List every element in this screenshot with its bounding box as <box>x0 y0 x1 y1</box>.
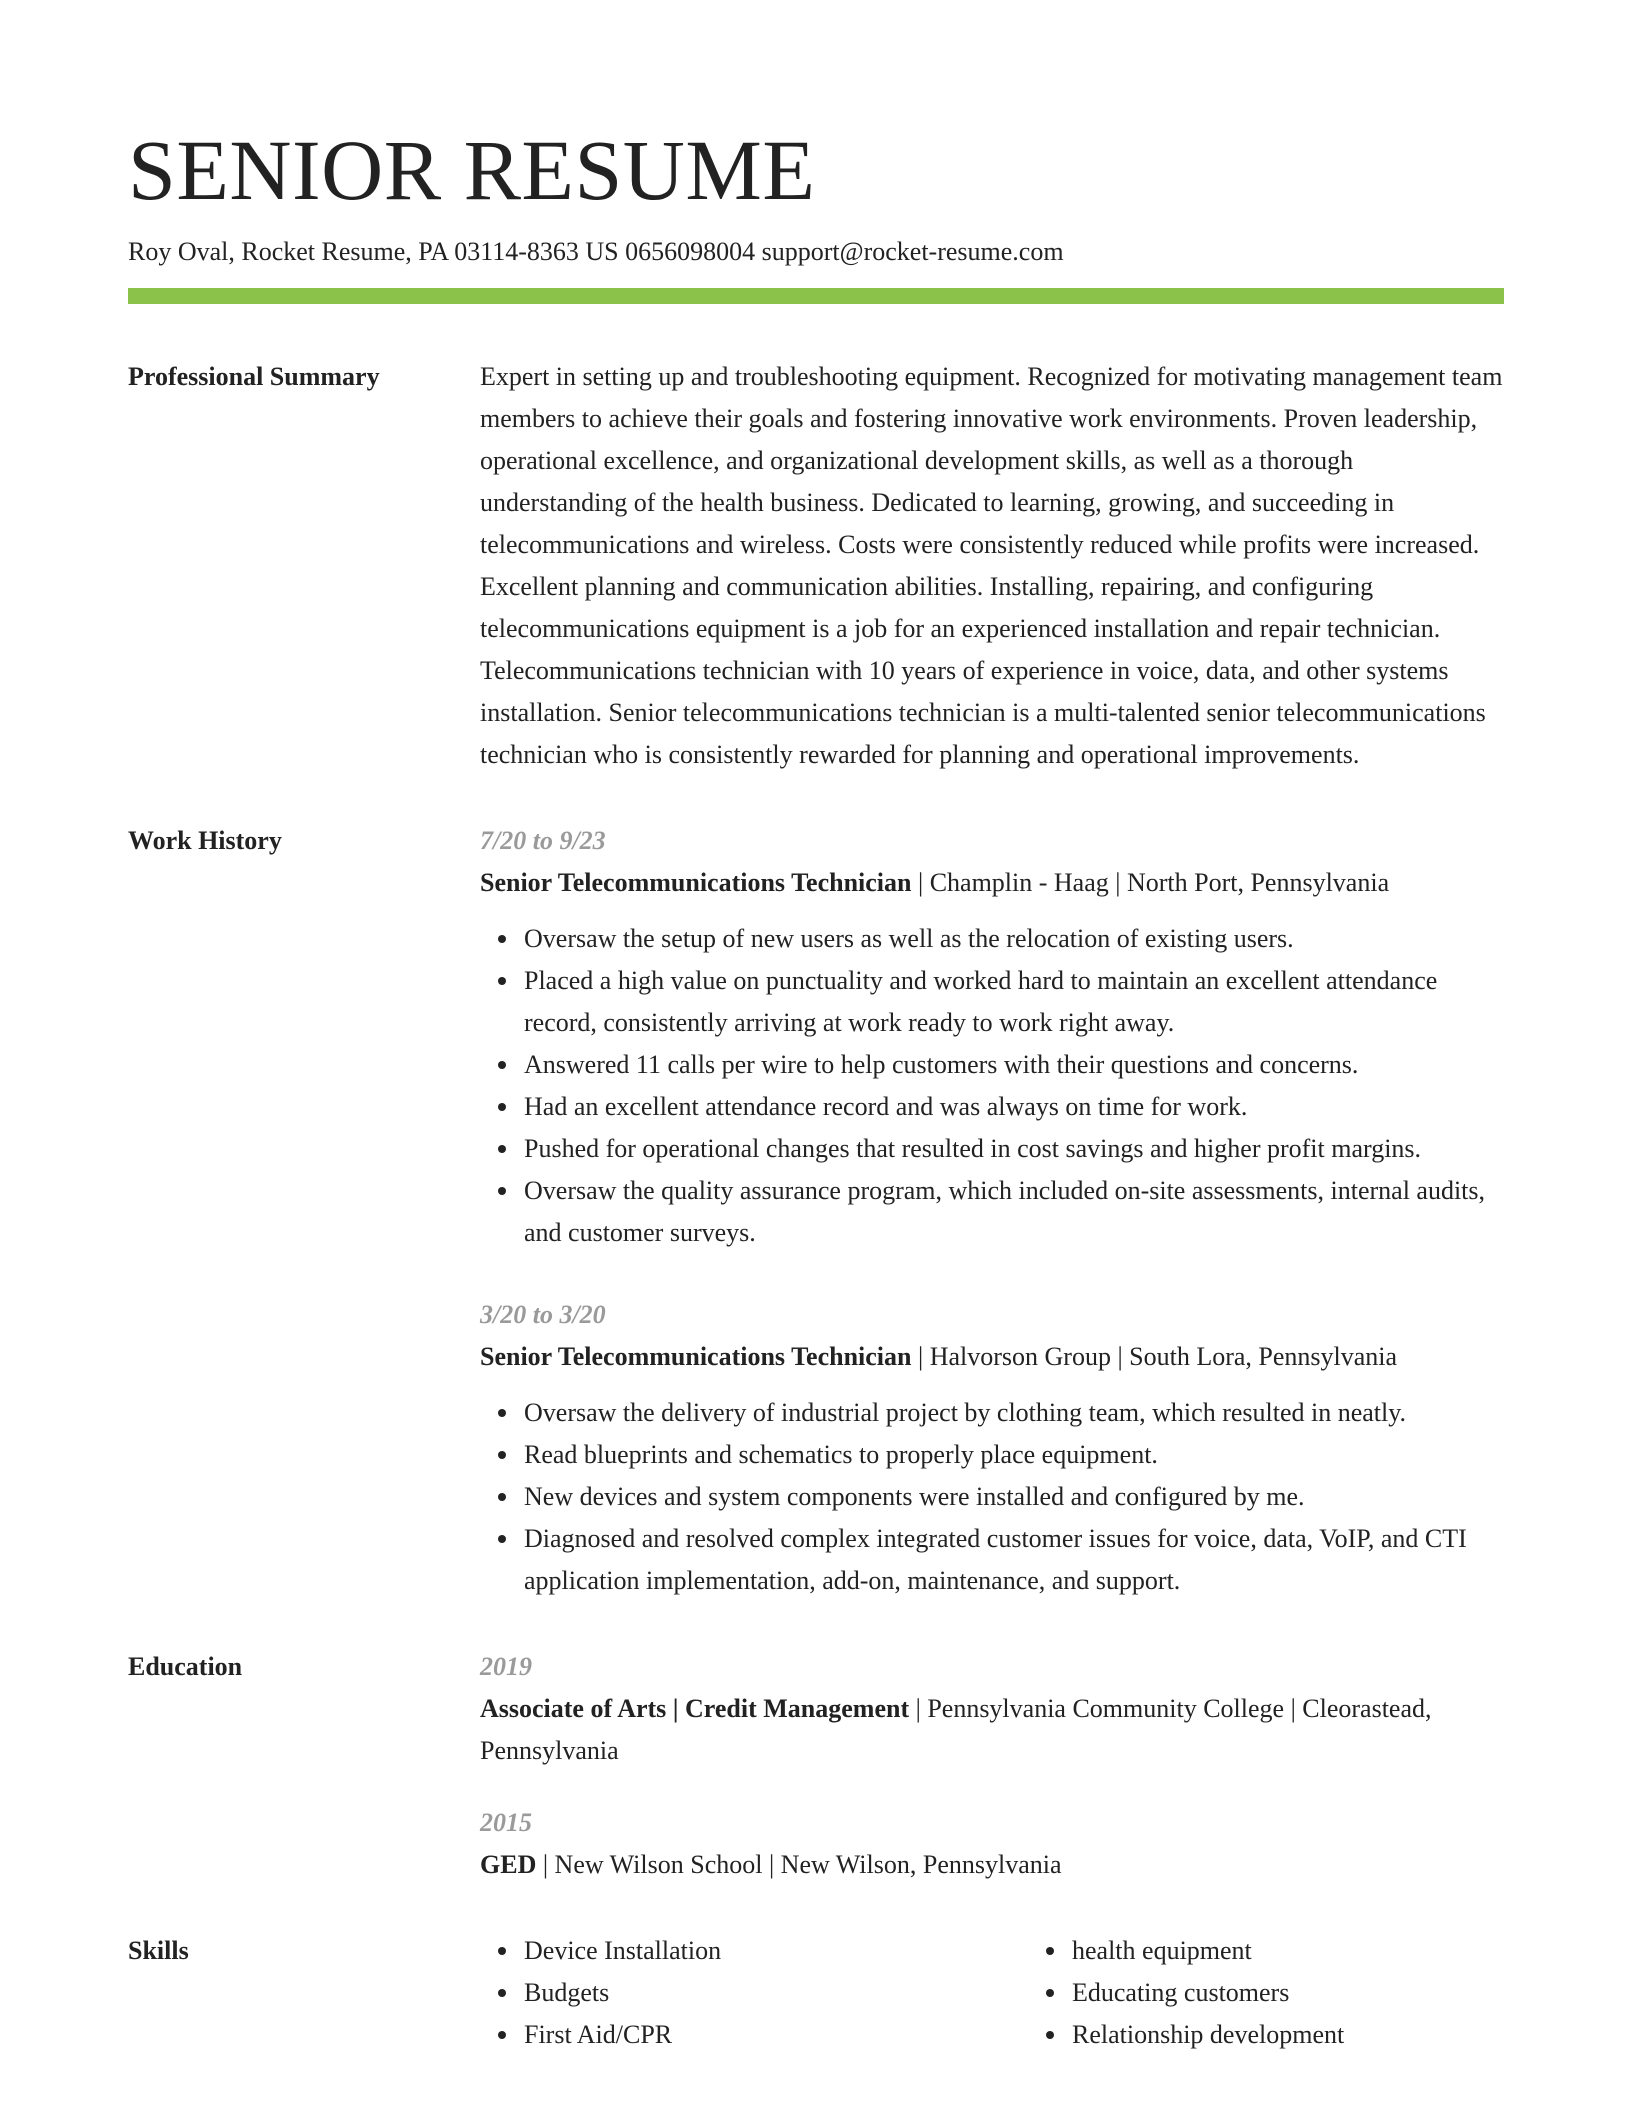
work-history-section <box>128 820 1504 1602</box>
job-title: Senior Telecommunications Technician <box>480 868 912 897</box>
skill-item: health equipment <box>1072 1930 1532 1972</box>
skill-item: Relationship development <box>1072 2014 1532 2056</box>
accent-divider <box>128 288 1504 304</box>
education-details: | Pennsylvania Community College | Cleorastead, Pennsylvania <box>480 1694 1432 1765</box>
summary-text: Expert in setting up and troubleshooting equipment. Recognized for motivating management team members to achieve their goals and fostering innovative work environments. Proven leadership, operational excellence, and organizational development skills, as well as a thorough understanding of the health business. Dedicated to learning, growing, and succeeding in telecommunications and wireless. Costs were consistently reduced while profits were increased. Excellent planning and communication abilities. Installing, repairing, and configuring telecommunications equipment is a job for an experienced installation and repair technician. Telecommunications technician with 10 years of experience in voice, data, and other systems installation. Senior telecommunications technician is a multi-talented senior telecommunications technician who is consistently rewarded for planning and operational improvements. <box>480 362 1503 769</box>
list-item: New devices and system components were installed and configured by me. <box>524 1476 1504 1518</box>
skills-grid <box>480 1930 1532 2056</box>
section-label-work-history: Work History <box>128 826 282 855</box>
skill-item: First Aid/CPR <box>524 2014 984 2056</box>
skills-body <box>480 1930 1532 2056</box>
education-body <box>480 1646 1504 1886</box>
education-date: 2015 <box>480 1808 532 1837</box>
education-heading <box>480 1688 1504 1772</box>
job-details: | Champlin - Haag | North Port, Pennsylvania <box>911 868 1390 897</box>
job-date: 3/20 to 3/20 <box>480 1300 606 1329</box>
summary-body <box>480 356 1504 776</box>
education-section <box>128 1646 1504 1886</box>
list-item: Oversaw the setup of new users as well as the relocation of existing users. <box>524 918 1504 960</box>
list-item: Answered 11 calls per wire to help customers with their questions and concerns. <box>524 1044 1504 1086</box>
section-label-summary: Professional Summary <box>128 362 380 391</box>
job-title: Senior Telecommunications Technician <box>480 1342 912 1371</box>
education-date: 2019 <box>480 1652 532 1681</box>
list-item: Diagnosed and resolved complex integrated customer issues for voice, data, VoIP, and CTI application implementation, add-on, maintenance, and support. <box>524 1518 1504 1602</box>
section-label-skills: Skills <box>128 1936 189 1965</box>
skills-column-2 <box>1028 1930 1532 2056</box>
degree-title: Associate of Arts | Credit Management <box>480 1694 910 1723</box>
job-date: 7/20 to 9/23 <box>480 826 606 855</box>
skills-column-1 <box>480 1930 984 2056</box>
list-item: Had an excellent attendance record and was always on time for work. <box>524 1086 1504 1128</box>
education-heading <box>480 1844 1504 1886</box>
education-entry <box>480 1646 1504 1772</box>
summary-section <box>128 356 1504 776</box>
job-bullets <box>480 1392 1504 1602</box>
skill-item: Educating customers <box>1072 1972 1532 2014</box>
job-heading <box>480 1336 1504 1378</box>
list-item: Read blueprints and schematics to properly place equipment. <box>524 1434 1504 1476</box>
job-entry <box>480 820 1504 1254</box>
list-item: Oversaw the quality assurance program, which included on-site assessments, internal audits, and customer surveys. <box>524 1170 1504 1254</box>
job-details: | Halvorson Group | South Lora, Pennsylvania <box>911 1342 1398 1371</box>
job-entry <box>480 1294 1504 1602</box>
list-item: Placed a high value on punctuality and worked hard to maintain an excellent attendance record, consistently arriving at work ready to work right away. <box>524 960 1504 1044</box>
skill-item: Device Installation <box>524 1930 984 1972</box>
section-label-education: Education <box>128 1652 243 1681</box>
contact-line: Roy Oval, Rocket Resume, PA 03114-8363 US 0656098004 support@rocket-resume.com <box>128 237 1064 266</box>
skill-item: Budgets <box>524 1972 984 2014</box>
degree-title: GED <box>480 1850 537 1879</box>
education-details: | New Wilson School | New Wilson, Pennsylvania <box>536 1850 1062 1879</box>
work-history-body <box>480 820 1504 1602</box>
job-bullets <box>480 918 1504 1254</box>
list-item: Oversaw the delivery of industrial project by clothing team, which resulted in neatly. <box>524 1392 1504 1434</box>
skills-section <box>128 1930 1504 2056</box>
education-entry <box>480 1802 1504 1886</box>
job-heading <box>480 862 1504 904</box>
resume-title: SENIOR RESUME <box>128 122 816 218</box>
list-item: Pushed for operational changes that resulted in cost savings and higher profit margins. <box>524 1128 1504 1170</box>
